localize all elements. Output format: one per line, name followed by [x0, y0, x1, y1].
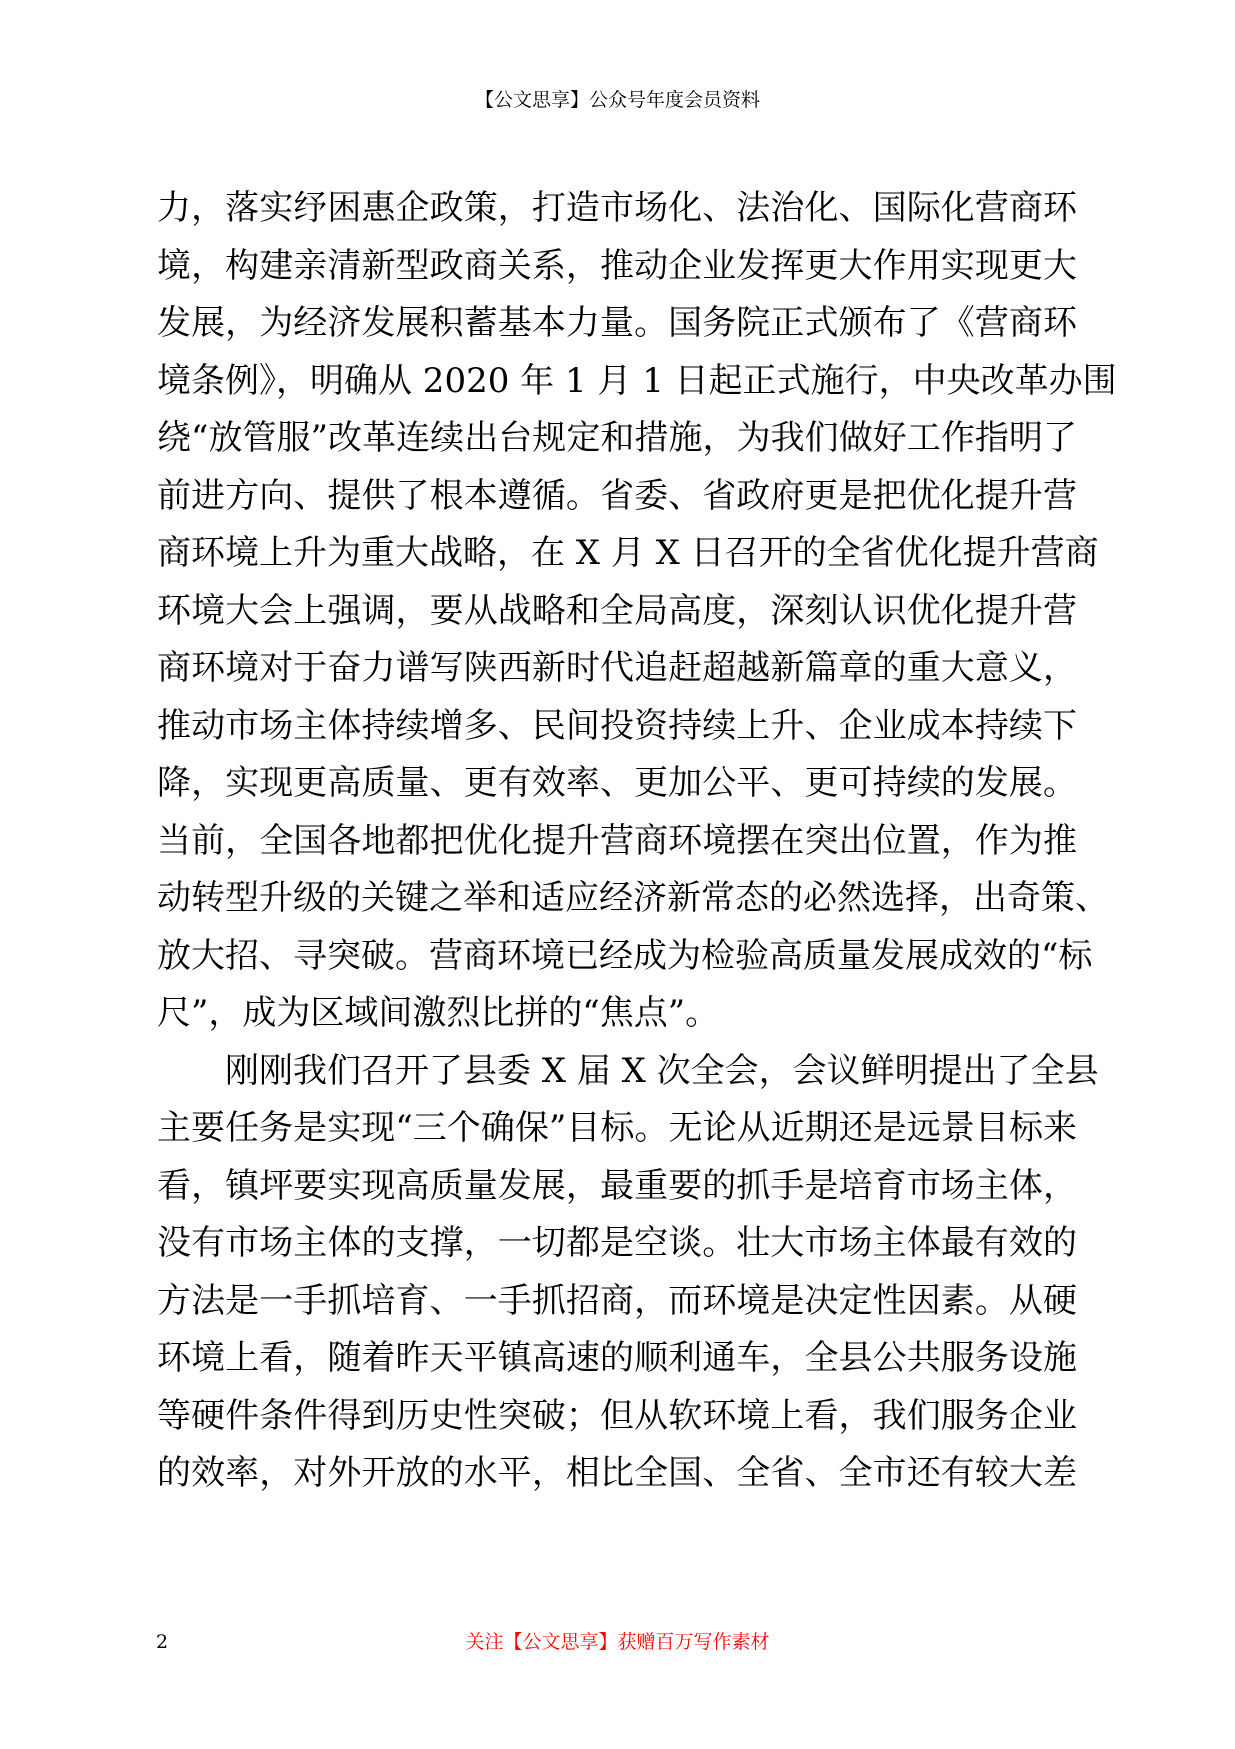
- text-line: 境条例》，明确从 2020 年 1 月 1 日起正式施行，中央改革办围: [157, 360, 1117, 401]
- text-line: 等硬件条件得到历史性突破；但从软环境上看，我们服务企业: [157, 1395, 1077, 1436]
- text-line: 动转型升级的关键之举和适应经济新常态的必然选择，出奇策、: [157, 878, 1109, 918]
- text-line: 看，镇坪要实现高质量发展，最重要的抓手是培育市场主体，: [157, 1165, 1077, 1206]
- text-line: 主要任务是实现“三个确保”目标。无论从近期还是远景目标来: [157, 1108, 1077, 1148]
- page-header: 【公文思享】公众号年度会员资料: [474, 89, 760, 111]
- text-line: 境，构建亲清新型政商关系，推动企业发挥更大作用实现更大: [157, 245, 1077, 286]
- text-line: 环境大会上强调，要从战略和全局高度，深刻认识优化提升营: [157, 590, 1077, 631]
- text-line: 当前，全国各地都把优化提升营商环境摆在突出位置，作为推: [157, 820, 1077, 861]
- text-line: 放大招、寻突破。营商环境已经成为检验高质量发展成效的“标: [157, 935, 1093, 976]
- text-line: 尺”，成为区域间激烈比拼的“焦点”。: [157, 993, 720, 1033]
- text-line: 刚刚我们召开了县委 X 届 X 次全会，会议鲜明提出了全县: [225, 1050, 1099, 1091]
- text-line: 方法是一手抓培育、一手抓招商，而环境是决定性因素。从硬: [157, 1280, 1077, 1321]
- text-line: 商环境对于奋力谱写陕西新时代追赶超越新篇章的重大意义，: [157, 648, 1077, 688]
- text-line: 环境上看，随着昨天平镇高速的顺利通车，全县公共服务设施: [157, 1338, 1077, 1378]
- text-line: 降，实现更高质量、更有效率、更加公平、更可持续的发展。: [157, 763, 1077, 803]
- text-line: 推动市场主体持续增多、民间投资持续上升、企业成本持续下: [157, 705, 1077, 746]
- text-line: 绕“放管服”改革连续出台规定和措施，为我们做好工作指明了: [157, 418, 1077, 458]
- footer-promo-text: 关注【公文思享】获赠百万写作素材: [465, 1631, 770, 1653]
- text-line: 商环境上升为重大战略，在 X 月 X 日召开的全省优化提升营商: [157, 533, 1099, 573]
- paragraph-2: [157, 1043, 1099, 1503]
- page-number: 2: [156, 1631, 169, 1653]
- text-line: 力，落实纾困惠企政策，打造市场化、法治化、国际化营商环: [157, 188, 1077, 228]
- text-line: 前进方向、提供了根本遵循。省委、省政府更是把优化提升营: [157, 475, 1077, 516]
- text-line: 没有市场主体的支撑，一切都是空谈。壮大市场主体最有效的: [157, 1223, 1077, 1263]
- paragraph-1: [157, 180, 1117, 1043]
- document-body: [157, 180, 1117, 1503]
- text-line: 发展，为经济发展积蓄基本力量。国务院正式颁布了《营商环: [157, 303, 1077, 343]
- text-line: 的效率，对外开放的水平，相比全国、全省、全市还有较大差: [157, 1453, 1077, 1493]
- page-footer: [0, 1630, 1235, 1660]
